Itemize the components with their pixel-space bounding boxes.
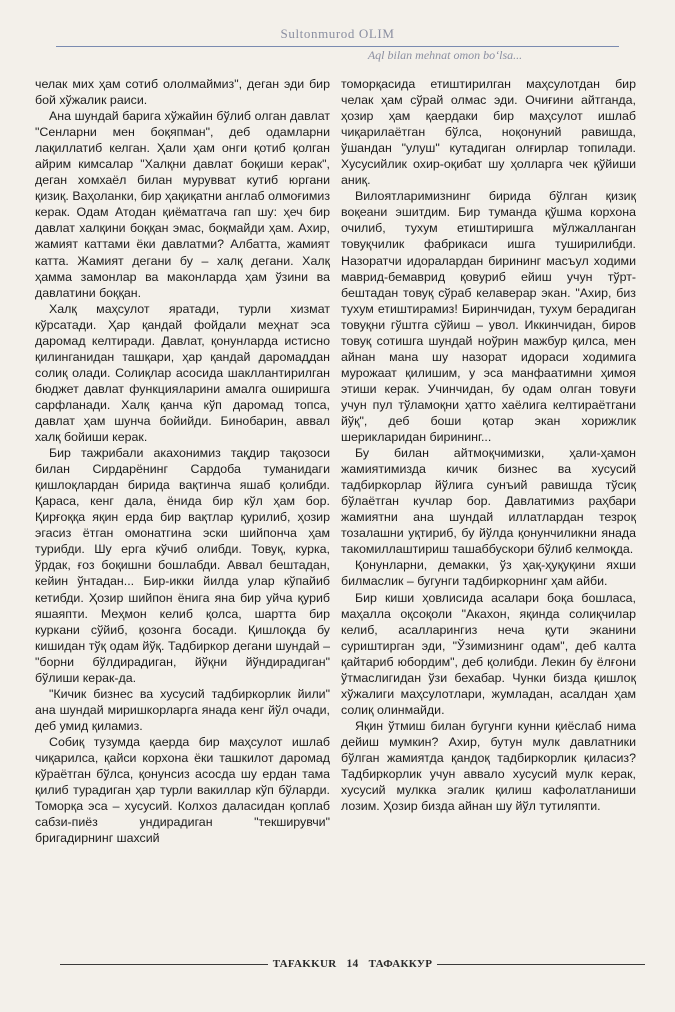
running-head-subtitle: Aql bilan mehnat omon bo‘lsa...	[367, 48, 523, 62]
running-head-rule	[56, 46, 619, 47]
footer-rule-left	[60, 964, 268, 965]
paragraph: Халқ маҳсулот яратади, турли хизмат кўрсатади. Ҳар қандай фойдали меҳнат эса даромад келтиради. Давлат, қонунларда истисно қилинганидан ташқари, ҳар қандай даромаддан солиқ олади. Солиқлар асосида шакллантирилган бюджет давлат функцияларини амалга оширишга сарфланади. Халқ қанча кўп даромад топса, давлат ҳам шунча бойийди. Бинобарин, аввал халқ бойиши керак.	[35, 301, 330, 445]
left-column	[35, 76, 330, 936]
footer-magazine-cyrillic: ТАФАККУР	[368, 958, 433, 970]
page-number: 14	[346, 958, 359, 970]
right-column	[341, 76, 636, 936]
paragraph: томорқасида етиштирилган маҳсулотдан бир челак ҳам сўрай олмас эди. Очиғини айтганда, ҳозир ҳам қаердаки бир маҳсулот ишлаб чиқарилаётган бўлса, ноқонуний равишда, ўшандан "улуш" кутадиган олғирлар топилади. Хусусийлик охир-оқибат шу ҳолларга чек қўйиши аниқ.	[341, 77, 636, 188]
paragraph: Қонунларни, демакки, ўз ҳақ-ҳуқуқини яхши билмаслик – бугунги тадбиркорнинг ҳам айби.	[341, 558, 636, 589]
paragraph: Собиқ тузумда қаерда бир маҳсулот ишлаб чиқарилса, қайси корхона ёки ташкилот даромад кўраётган бўлса, қонунсиз асосда шу ердан тама қилиб турадиган ҳар турли вакиллар кўп бўларди. Томорқа эса – хусусий. Колхоз даласидан қоплаб сабзи-пиёз ундирадиган "текширувчи" бригадирнинг шахсий	[35, 734, 330, 846]
running-head	[26, 26, 649, 63]
paragraph: челак мих ҳам сотиб ололмаймиз", деган эди бир бой хўжалик раиси.	[35, 77, 330, 108]
paragraph: Вилоятларимизнинг бирида бўлган қизиқ воқеани эшитдим. Бир туманда қўшма корхона очилиб, тухум етиштиришга мўлжалланган товуқчилик фабрикаси ишга туширилибди. Назоратчи идоралардан бирининг масъул ходими маврид-бемаврид қовуриб ейиш учун тўрт-бештадан товуқ сўраб келаверар экан. "Ахир, биз тухум етиштирамиз! Биринчидан, тухум берадиган товуқни гўштга сўйиш – увол. Иккинчидан, биров товуқ сотишга шундай ноўрин мажбур қилса, мен айнан мана шу назорат идораси ходимига мурожаат қилишим, у эса манфаатимни ҳимоя этиши керак. Учинчидан, бу одам олган товуғи учун пул тўламоқни ҳатто хаёлига келтираётгани йўқ", деб боши қотар экан хорижлик шерикларидан бирининг...	[341, 189, 636, 445]
running-head-author: Sultonmurod OLIM	[280, 26, 395, 41]
paragraph: "Кичик бизнес ва хусусий тадбиркорлик йили" ана шундай миришкорларга янада кенг йўл очади, деб умид қиламиз.	[35, 686, 330, 733]
footer-magazine-latin: TAFAKKUR	[272, 958, 337, 970]
paragraph: Ана шундай барига хўжайин бўлиб олган давлат "Сенларни мен боқяпман", деб одамларни лақиллатиб келган. Ҳали ҳам онги қотиб қолган айрим кимсалар "Халқни давлат боқиши керак", деган хомхаёл билан мурувват кутиб юргани қизиқ. Ваҳоланки, бир ҳақиқатни англаб олмоғимиз керак. Одам Атодан қиёматгача гап шу: ҳеч бир давлат халқини боққан эмас, боқмайди ҳам. Ахир, жамият каттами ёки давлатми? Албатта, жамият катта. Жамият дегани бу – халқ дегани. Халқ ҳамма замонлар ва маконларда ҳам ўзини ва давлатини боққан.	[35, 109, 330, 300]
footer-rule-right	[437, 964, 645, 965]
paragraph: Бу билан айтмоқчимизки, ҳали-ҳамон жамиятимизда кичик бизнес ва хусусий тадбиркорлар йўлига сунъий равишда тўсиқ бўлаётган кучлар бор. Давлатимиз раҳбари жамиятни ана шундай иллатлардан тезроқ тозалашни уқтириб, бу йўлда қонунчиликни янада такомиллаштириш ташаббускори бўлиб келмоқда.	[341, 446, 636, 557]
paragraph: Бир киши ҳовлисида асалари боқа бошласа, маҳалла оқсоқоли "Акахон, яқинда солиқчилар келиб, асалларингиз неча қути эканини суриштирган эди, "Ўзимизнинг одам", деб калта қайтариб юбордим", деб қолибди. Лекин бу ёлғони ўтмаслигидан ўзи бехабар. Чунки бизда қишлоқ хўжалиги маҳсулотлари, жумладан, асалдан ҳам солиқ олинмайди.	[341, 590, 636, 717]
page-footer	[60, 956, 645, 972]
paragraph: Бир тажрибали акахонимиз тақдир тақозоси билан Сирдарёнинг Сардоба туманидаги қишлоқлардан бирида вақтинча яшаб қолибди. Қараса, кенг дала, ёнида бир кўл ҳам бор. Қирғоққа яқин ерда бир вақтлар қурилиб, ҳозир эгасиз ётган омонатгина эски шийпонча ҳам турибди. Шу ерга кўчиб олибди. Товуқ, курка, ўрдак, ғоз боқишни бошлабди. Аввал бештадан, кейин ўнтадан... Бир-икки йилда улар кўпайиб кетибди. Ҳозир шийпон ёнига яна бир уйча қуриб яшаяпти. Меҳмон келиб қолса, шартта бир куркани сўйиб, қозонга босади. Қишлоқда бу кишидан тўқ одам йўқ. Тадбиркор дегани шундай – "борни бўлдирадиган, йўқни йўндирадиган" бўлиши керак-да.	[35, 446, 330, 685]
paragraph: Яқин ўтмиш билан бугунги кунни қиёслаб нима дейиш мумкин? Ахир, бутун мулк давлатники бўлган жамиятда қандоқ тадбиркорлик қиласиз? Тадбиркорлик учун аввало хусусий мулк керак, хусусий мулкка эгалик қилиш кафолатланиши лозим. Ҳозир бизда айнан шу йўл тутиляпти.	[341, 718, 636, 814]
